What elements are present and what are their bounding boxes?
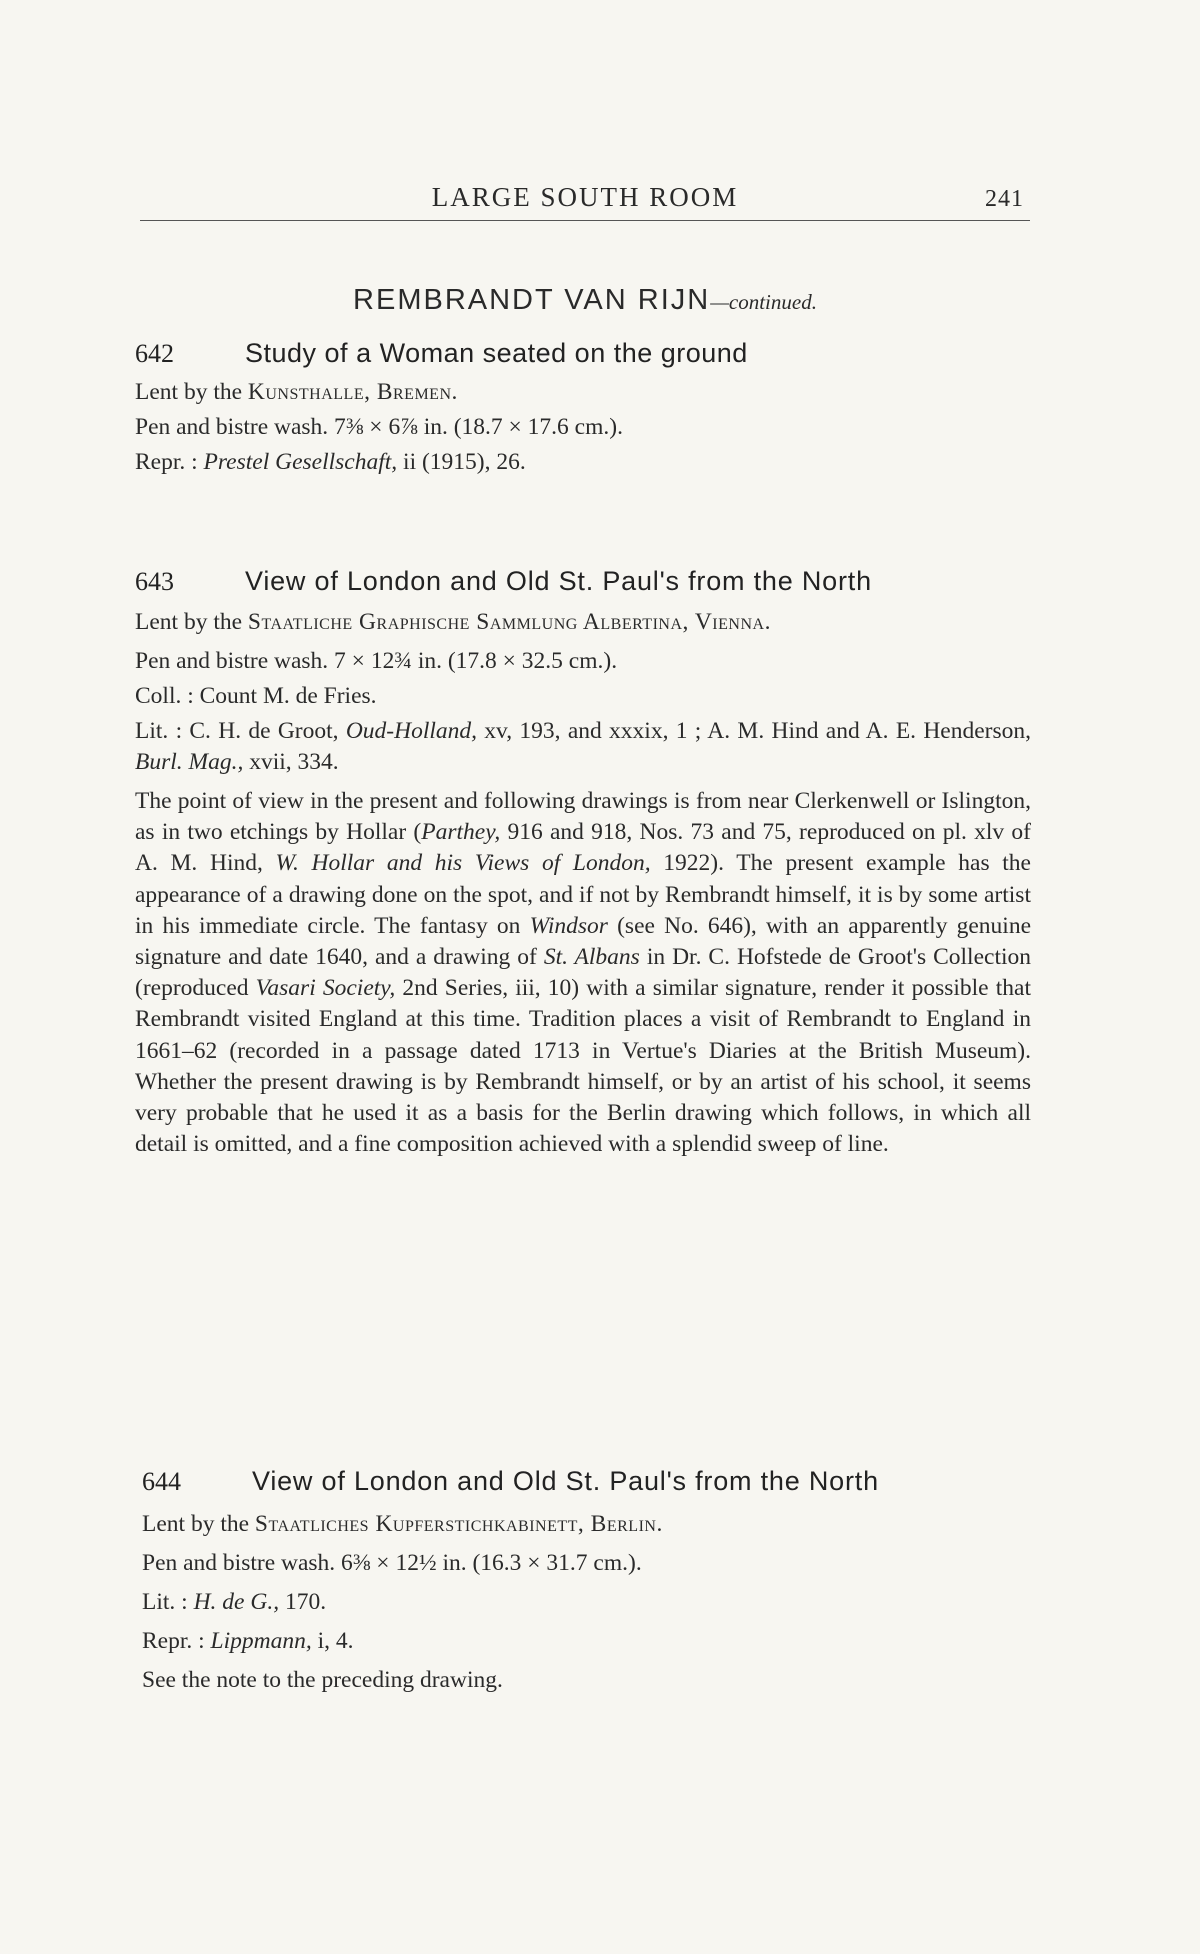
catalogue-entry-643 [135, 564, 1031, 1160]
entry-number: 644 [142, 1467, 181, 1496]
repr-prefix: Repr. : [142, 1628, 211, 1654]
entry-heading [142, 1464, 1032, 1499]
reproduction-line [135, 447, 1031, 478]
entry-heading [135, 564, 1031, 599]
repr-rest: ii (1915), 26. [397, 449, 526, 475]
medium-line: Pen and bistre wash. 7⅜ × 6⅞ in. (18.7 × 17.6 cm.). [135, 414, 623, 440]
artist-name: REMBRANDT VAN RIJN [353, 284, 711, 316]
repr-title: Prestel Gesellschaft, [203, 449, 398, 475]
note-italic: St. Albans [543, 944, 640, 971]
lit-text: Lit. : C. H. de Groot, [135, 718, 346, 744]
lent-prefix: Lent by the [142, 1511, 255, 1537]
lender-name: Kunsthalle, Bremen. [247, 379, 458, 405]
entry-title: View of London and Old St. Paul's from the North [252, 1466, 879, 1496]
lit-rest: 170. [279, 1589, 327, 1615]
note-text: 2nd Series, iii, 10) with a similar signature, render it possible that Rembrandt visited England at this time. Tradition places a visit of Rembrandt to England in 1661–62 (recorded in a passage dated 1713 in Vertue's Diaries at the British Museum). Whether the present drawing is by Rembrandt himself, or by an artist of his school, it seems very probable that he used it as a basis for the Berlin drawing which follows, in which all detail is omitted, and a fine composition achieved with a splendid sweep of line. [135, 975, 1031, 1158]
note-text: in Dr. C. Hofstede de Groot's Collection (reproduced [135, 944, 1032, 1002]
repr-rest: i, 4. [311, 1628, 354, 1654]
lent-prefix: Lent by the [135, 609, 248, 635]
section-heading [140, 284, 1030, 317]
lit-magazine: Burl. Mag., [135, 749, 244, 775]
note-italic: W. Hollar and his Views of London, [275, 850, 651, 877]
lit-abbreviation: H. de G., [193, 1589, 280, 1615]
medium-line: Pen and bistre wash. 6⅜ × 12½ in. (16.3 × 31.7 cm.). [142, 1550, 642, 1576]
reproduction-line [142, 1626, 1032, 1657]
page-number: 241 [985, 186, 1024, 212]
note-italic: Windsor [529, 912, 608, 939]
lent-prefix: Lent by the [135, 379, 248, 405]
see-note-line: See the note to the preceding drawing. [142, 1667, 503, 1693]
lender-line [142, 1509, 1032, 1540]
collection-line: Coll. : Count M. de Fries. [135, 683, 377, 709]
note-italic: Vasari Society, [255, 975, 396, 1002]
lit-text: xv, 193, and xxxix, 1 ; A. M. Hind and A. E. Henderson, [477, 718, 1032, 744]
repr-title: Lippmann, [210, 1628, 312, 1654]
lender-name: Staatliche Graphische Sammlung Albertina, Vienna. [247, 609, 771, 635]
lender-line [135, 607, 1031, 638]
repr-prefix: Repr. : [135, 449, 204, 475]
entry-number: 642 [135, 339, 174, 368]
medium-line: Pen and bistre wash. 7 × 12¾ in. (17.8 × 32.5 cm.). [135, 648, 618, 674]
running-title: LARGE SOUTH ROOM [431, 182, 739, 212]
entry-title: View of London and Old St. Paul's from the North [245, 566, 872, 596]
literature-line [142, 1587, 1032, 1618]
continued-label: —continued. [710, 290, 817, 314]
note-text: 916 and 918, Nos. 73 and 75, reproduced on pl. xlv of A. M. Hind, [135, 819, 1031, 877]
entry-heading [135, 336, 1031, 371]
lit-text: xvii, 334. [243, 749, 339, 775]
lit-journal: Oud-Holland, [345, 718, 478, 744]
note-text: 1922). The present example has the appearance of a drawing done on the spot, and if not by Rembrandt himself, it is by some artist in his immediate circle. The fantasy on [135, 850, 1031, 939]
entry-title: Study of a Woman seated on the ground [245, 338, 748, 368]
entry-number: 643 [135, 567, 174, 596]
entry-note [135, 786, 1031, 1160]
lender-name: Staatliches Kupferstichkabinett, Berlin. [254, 1511, 663, 1537]
running-head [140, 180, 1030, 221]
catalogue-entry-642 [135, 336, 1031, 478]
literature-line [135, 716, 1031, 778]
lender-line [135, 377, 1031, 408]
note-italic: Parthey, [421, 819, 501, 846]
lit-prefix: Lit. : [142, 1589, 194, 1615]
note-text: The point of view in the present and following drawings is from near Clerkenwell or Islington, as in two etchings by Hollar ( [135, 788, 1031, 846]
note-text: (see No. 646), with an apparently genuine signature and date 1640, and a drawing of [135, 912, 1031, 971]
catalogue-entry-644 [142, 1464, 1032, 1696]
